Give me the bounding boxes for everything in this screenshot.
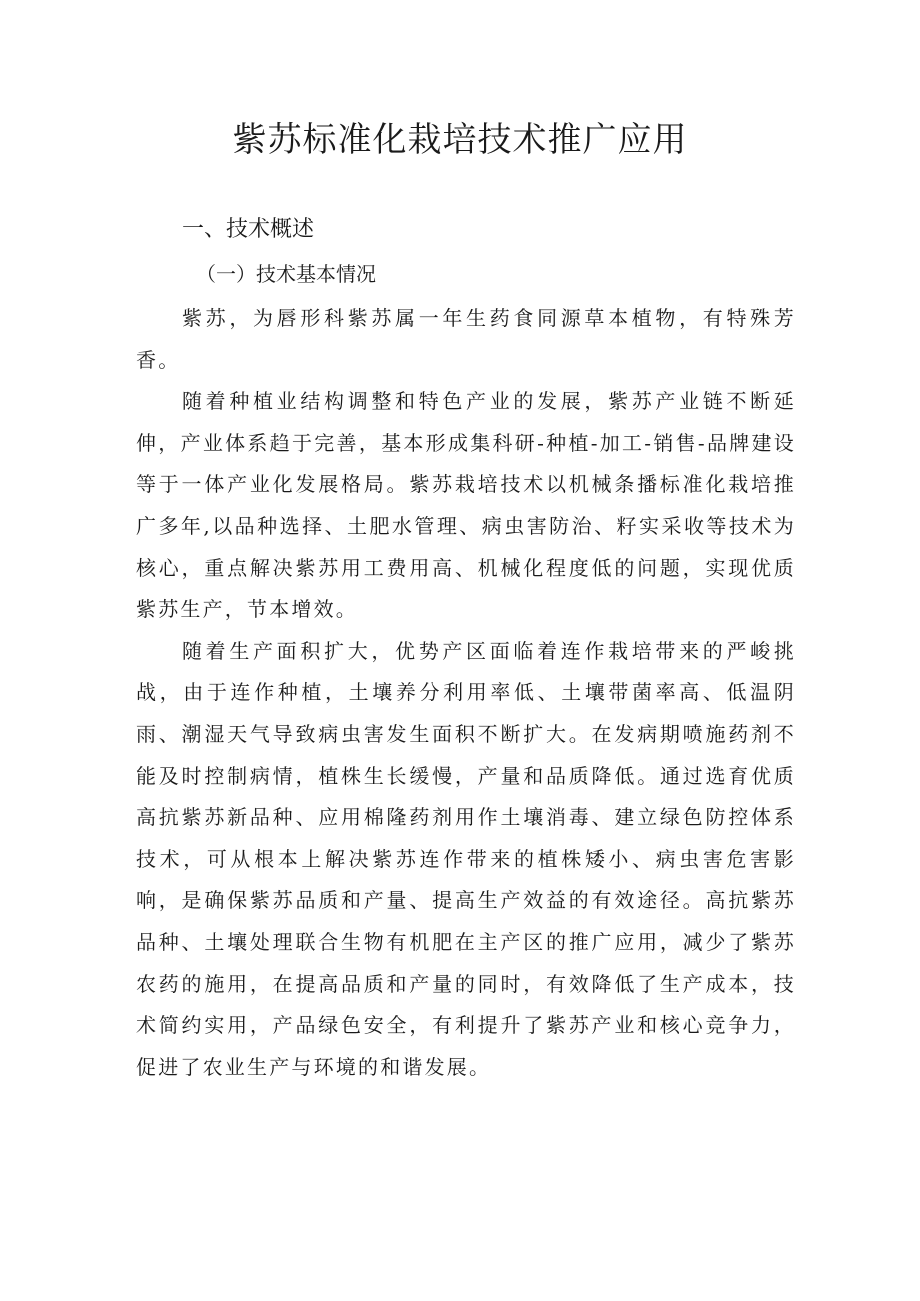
body-paragraph: 随着生产面积扩大，优势产区面临着连作栽培带来的严峻挑战，由于连作种植，土壤养分利用率低、土壤带菌率高、低温阴雨、潮湿天气导致病虫害发生面积不断扩大。在发病期喷施药剂不能及时控制病情，植株生长缓慢，产量和品质降低。通过选育优质高抗紫苏新品种、应用棉隆药剂用作土壤消毒、建立绿色防控体系技术，可从根本上解决紫苏连作带来的植株矮小、病虫害危害影响，是确保紫苏品质和产量、提高生产效益的有效途径。高抗紫苏品种、土壤处理联合生物有机肥在主产区的推广应用，减少了紫苏农药的施用，在提高品质和产量的同时，有效降低了生产成本，技术简约实用，产品绿色安全，有利提升了紫苏产业和核心竞争力，促进了农业生产与环境的和谐发展。 bbox=[136, 638, 796, 1079]
document-body bbox=[136, 298, 796, 1088]
body-paragraph: 随着种植业结构调整和特色产业的发展，紫苏产业链不断延伸，产业体系趋于完善，基本形成集科研-种植-加工-销售-品牌建设等于一体产业化发展格局。紫苏栽培技术以机械条播标准化栽培推广多年,以品种选择、土肥水管理、病虫害防治、籽实采收等技术为核心，重点解决紫苏用工费用高、机械化程度低的问题，实现优质紫苏生产，节本增效。 bbox=[136, 389, 796, 622]
body-paragraph: 紫苏，为唇形科紫苏属一年生药食同源草本植物，有特殊芳香。 bbox=[136, 306, 796, 372]
document-title: 紫苏标准化栽培技术推广应用 bbox=[232, 120, 688, 160]
subsection-heading: （一）技术基本情况 bbox=[196, 262, 376, 286]
section-heading: 一、技术概述 bbox=[182, 217, 315, 242]
